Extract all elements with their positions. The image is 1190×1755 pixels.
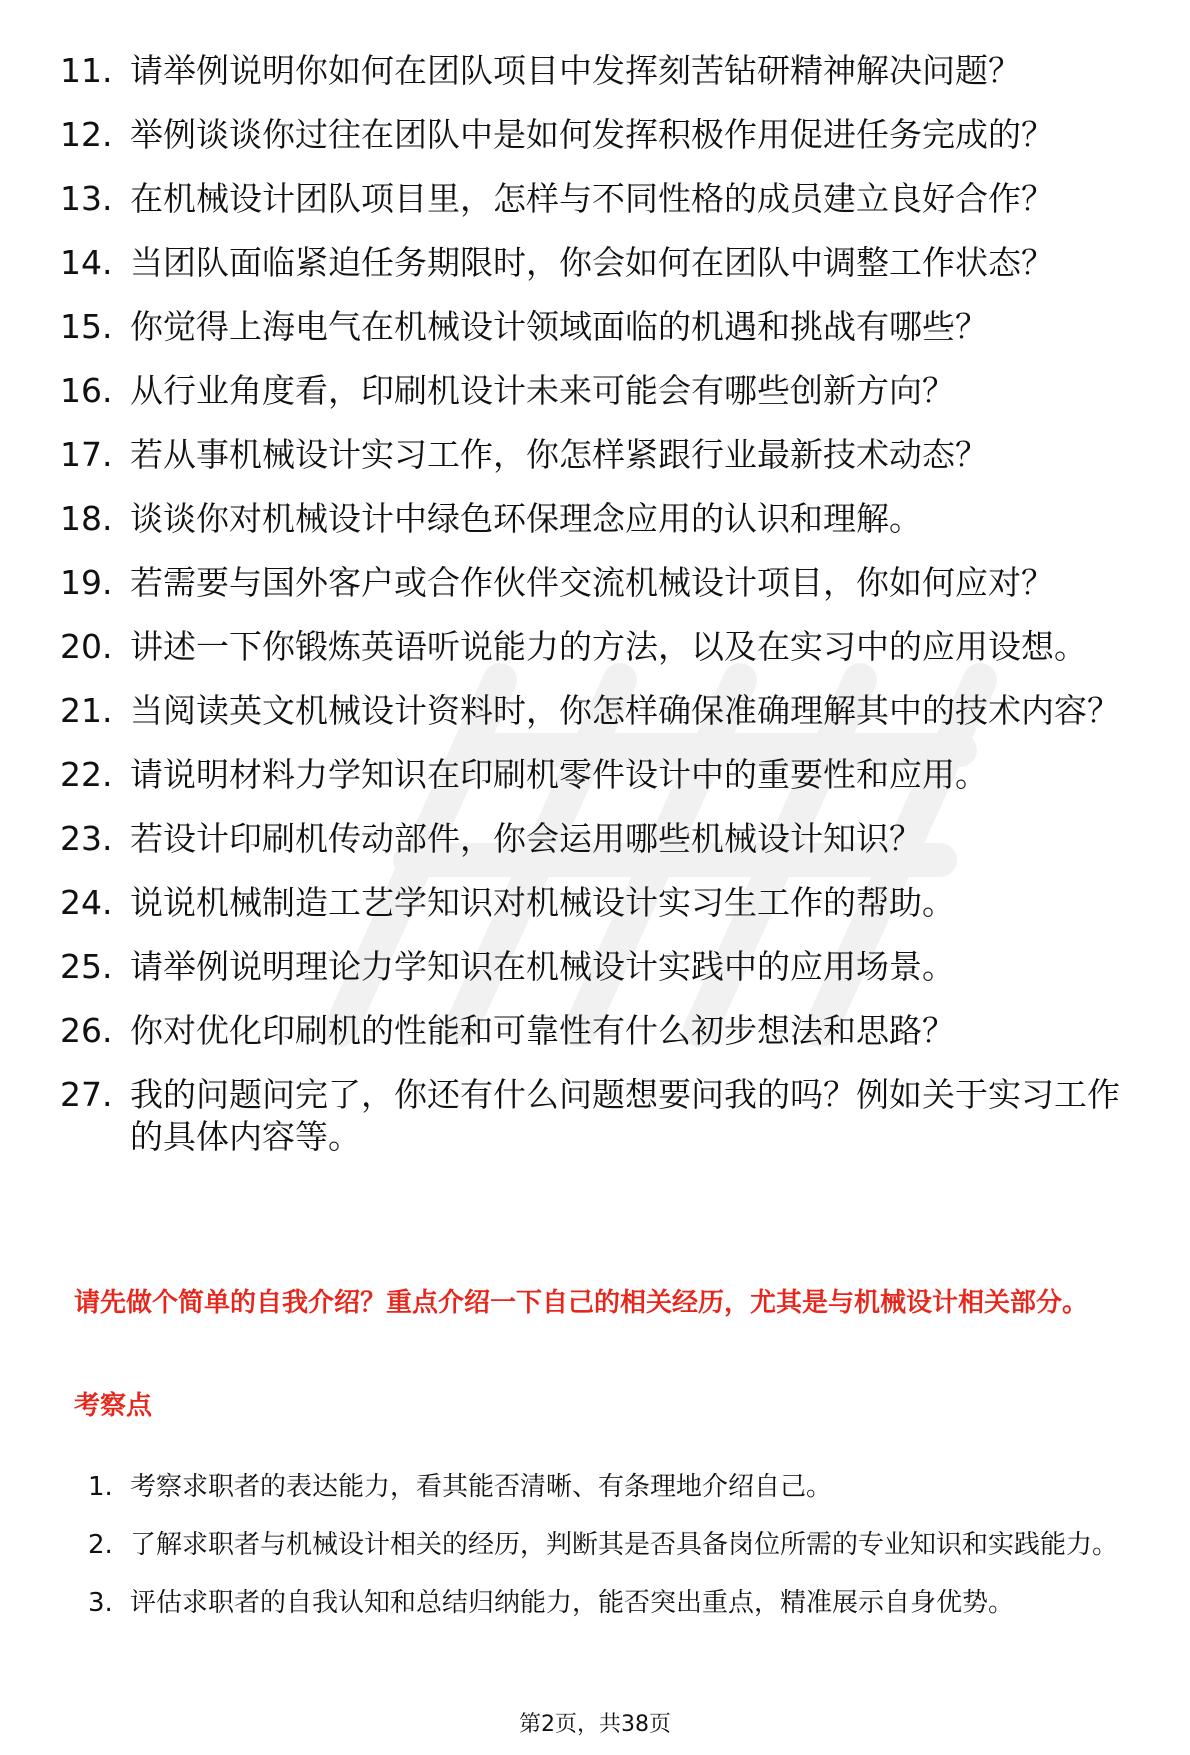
question-number: 11. xyxy=(60,51,113,90)
question-number: 26. xyxy=(60,1011,113,1050)
assessment-point xyxy=(88,1574,1158,1632)
question-text: 说说机械制造工艺学知识对机械设计实习生工作的帮助。 xyxy=(130,883,955,922)
point-number: 1. xyxy=(88,1472,113,1502)
question-text: 讲述一下你锻炼英语听说能力的方法，以及在实习中的应用设想。 xyxy=(130,627,1087,666)
question-number: 13. xyxy=(60,179,113,218)
question-number: 19. xyxy=(60,563,113,602)
question-number: 12. xyxy=(60,115,113,154)
point-text: 考察求职者的表达能力，看其能否清晰、有条理地介绍自己。 xyxy=(130,1472,833,1502)
question-number: 21. xyxy=(60,691,113,730)
question-item xyxy=(60,434,1150,476)
question-item xyxy=(60,114,1150,156)
question-text: 从行业角度看，印刷机设计未来可能会有哪些创新方向？ xyxy=(130,371,955,410)
question-text: 我的问题问完了，你还有什么问题想要问我的吗？例如关于实习工作的具体内容等。 xyxy=(130,1075,1120,1156)
section-heading: 请先做个简单的自我介绍？重点介绍一下自己的相关经历，尤其是与机械设计相关部分。 xyxy=(74,1288,1089,1318)
question-number: 27. xyxy=(60,1075,113,1114)
point-text: 评估求职者的自我认知和总结归纳能力，能否突出重点，精准展示自身优势。 xyxy=(130,1588,1015,1618)
question-number: 20. xyxy=(60,627,113,666)
assessment-points-heading: 考察点 xyxy=(74,1391,153,1421)
question-item xyxy=(60,626,1150,668)
question-text: 若需要与国外客户或合作伙伴交流机械设计项目，你如何应对？ xyxy=(130,563,1054,602)
question-number: 25. xyxy=(60,947,113,986)
assessment-point xyxy=(88,1458,1158,1516)
question-number: 16. xyxy=(60,371,113,410)
question-item xyxy=(60,306,1150,348)
page-footer: 第2页，共38页 xyxy=(519,1712,671,1737)
question-text: 请举例说明你如何在团队项目中发挥刻苦钻研精神解决问题？ xyxy=(130,51,1021,90)
question-text: 请说明材料力学知识在印刷机零件设计中的重要性和应用。 xyxy=(130,755,988,794)
question-number: 14. xyxy=(60,243,113,282)
question-text: 你觉得上海电气在机械设计领域面临的机遇和挑战有哪些？ xyxy=(130,307,988,346)
question-item xyxy=(60,946,1150,988)
question-item xyxy=(60,818,1150,860)
question-item xyxy=(60,1074,1150,1158)
question-number: 23. xyxy=(60,819,113,858)
question-number: 24. xyxy=(60,883,113,922)
question-item xyxy=(60,690,1150,732)
assessment-point xyxy=(88,1516,1158,1574)
question-text: 你对优化印刷机的性能和可靠性有什么初步想法和思路？ xyxy=(130,1011,955,1050)
question-item xyxy=(60,562,1150,604)
point-number: 3. xyxy=(88,1588,113,1618)
assessment-points-list xyxy=(88,1458,1158,1632)
question-item xyxy=(60,754,1150,796)
question-item xyxy=(60,882,1150,924)
question-number: 17. xyxy=(60,435,113,474)
question-text: 在机械设计团队项目里，怎样与不同性格的成员建立良好合作？ xyxy=(130,179,1054,218)
question-text: 请举例说明理论力学知识在机械设计实践中的应用场景。 xyxy=(130,947,955,986)
point-text: 了解求职者与机械设计相关的经历，判断其是否具备岗位所需的专业知识和实践能力。 xyxy=(130,1530,1119,1560)
question-item xyxy=(60,370,1150,412)
question-text: 当团队面临紧迫任务期限时，你会如何在团队中调整工作状态？ xyxy=(130,243,1054,282)
question-item xyxy=(60,178,1150,220)
question-number: 15. xyxy=(60,307,113,346)
question-text: 谈谈你对机械设计中绿色环保理念应用的认识和理解。 xyxy=(130,499,922,538)
question-item xyxy=(60,242,1150,284)
question-list xyxy=(60,50,1150,1180)
question-item xyxy=(60,498,1150,540)
question-item xyxy=(60,1010,1150,1052)
question-number: 18. xyxy=(60,499,113,538)
point-number: 2. xyxy=(88,1530,113,1560)
question-text: 若从事机械设计实习工作，你怎样紧跟行业最新技术动态？ xyxy=(130,435,988,474)
question-text: 当阅读英文机械设计资料时，你怎样确保准确理解其中的技术内容？ xyxy=(130,691,1120,730)
question-text: 若设计印刷机传动部件，你会运用哪些机械设计知识？ xyxy=(130,819,922,858)
question-item xyxy=(60,50,1150,92)
question-number: 22. xyxy=(60,755,113,794)
question-text: 举例谈谈你过往在团队中是如何发挥积极作用促进任务完成的？ xyxy=(130,115,1054,154)
